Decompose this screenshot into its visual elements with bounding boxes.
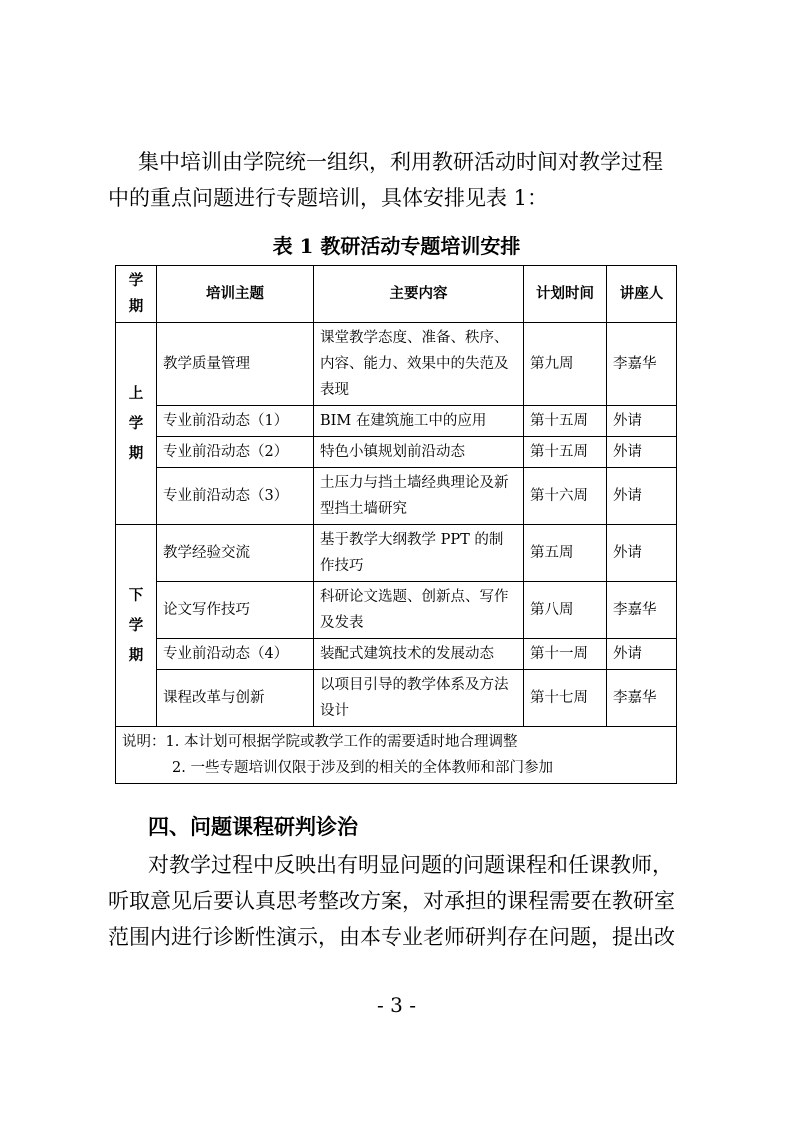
- table-row: [116, 406, 677, 437]
- cell-topic: 教学质量管理: [157, 323, 314, 406]
- cell-speaker: 李嘉华: [607, 582, 677, 639]
- cell-speaker: 外请: [607, 525, 677, 582]
- cell-topic: 教学经验交流: [157, 525, 314, 582]
- cell-content: 特色小镇规划前沿动态: [314, 437, 524, 468]
- table-notes-row: [116, 727, 677, 784]
- cell-time: 第五周: [524, 525, 607, 582]
- cell-topic: 专业前沿动态（1）: [157, 406, 314, 437]
- note-line: 说明：1. 本计划可根据学院或教学工作的需要适时地合理调整: [122, 734, 518, 750]
- training-schedule-table: [115, 265, 677, 784]
- table-row: [116, 323, 677, 406]
- page-number: - 3 -: [377, 993, 416, 1017]
- cell-time: 第十五周: [524, 406, 607, 437]
- cell-speaker: 李嘉华: [607, 670, 677, 727]
- cell-speaker: 外请: [607, 437, 677, 468]
- note-line: 2. 一些专题培训仅限于涉及到的相关的全体教师和部门参加: [172, 760, 553, 776]
- cell-speaker: 外请: [607, 468, 677, 525]
- table-header-row: [116, 266, 677, 323]
- intro-line: 集中培训由学院统一组织，利用教研活动时间对教学过程: [138, 150, 663, 174]
- cell-time: 第九周: [524, 323, 607, 406]
- table-row: [116, 437, 677, 468]
- cell-content: 以项目引导的教学体系及方法设计: [314, 670, 524, 727]
- header-time: 计划时间: [524, 266, 607, 323]
- table-row: [116, 639, 677, 670]
- section-heading: 四、问题课程研判诊治: [148, 815, 358, 839]
- table-row: [116, 670, 677, 727]
- paragraph-line: 对教学过程中反映出有明显问题的问题课程和任课教师，: [148, 853, 673, 877]
- cell-time: 第十六周: [524, 468, 607, 525]
- cell-time: 第十七周: [524, 670, 607, 727]
- cell-speaker: 外请: [607, 639, 677, 670]
- cell-time: 第十五周: [524, 437, 607, 468]
- cell-speaker: 外请: [607, 406, 677, 437]
- cell-time: 第十一周: [524, 639, 607, 670]
- cell-content: 装配式建筑技术的发展动态: [314, 639, 524, 670]
- cell-content: BIM 在建筑施工中的应用: [314, 406, 524, 437]
- cell-topic: 专业前沿动态（4）: [157, 639, 314, 670]
- cell-speaker: 李嘉华: [607, 323, 677, 406]
- paragraph-line: 听取意见后要认真思考整改方案，对承担的课程需要在教研室: [108, 889, 675, 913]
- intro-paragraph: [108, 144, 693, 216]
- header-semester: 学期: [116, 266, 157, 323]
- header-topic: 培训主题: [157, 266, 314, 323]
- cell-content: 土压力与挡土墙经典理论及新型挡土墙研究: [314, 468, 524, 525]
- cell-time: 第八周: [524, 582, 607, 639]
- cell-content: 基于教学大纲教学 PPT 的制作技巧: [314, 525, 524, 582]
- cell-topic: 专业前沿动态（3）: [157, 468, 314, 525]
- table-row: [116, 468, 677, 525]
- table-notes: [116, 727, 677, 784]
- semester-label-first: 上 学 期: [116, 323, 157, 525]
- semester-label-second: 下 学 期: [116, 525, 157, 727]
- table-caption: 表 1 教研活动专题培训安排: [272, 234, 521, 258]
- table-row: [116, 582, 677, 639]
- header-speaker: 讲座人: [607, 266, 677, 323]
- section-paragraph: [108, 847, 693, 955]
- table-row: [116, 525, 677, 582]
- paragraph-line: 范围内进行诊断性演示，由本专业老师研判存在问题，提出改: [108, 925, 675, 949]
- header-content: 主要内容: [314, 266, 524, 323]
- intro-line: 中的重点问题进行专题培训，具体安排见表 1：: [108, 186, 549, 210]
- cell-content: 课堂教学态度、准备、秩序、内容、能力、效果中的失范及表现: [314, 323, 524, 406]
- cell-topic: 论文写作技巧: [157, 582, 314, 639]
- cell-topic: 课程改革与创新: [157, 670, 314, 727]
- cell-topic: 专业前沿动态（2）: [157, 437, 314, 468]
- cell-content: 科研论文选题、创新点、写作及发表: [314, 582, 524, 639]
